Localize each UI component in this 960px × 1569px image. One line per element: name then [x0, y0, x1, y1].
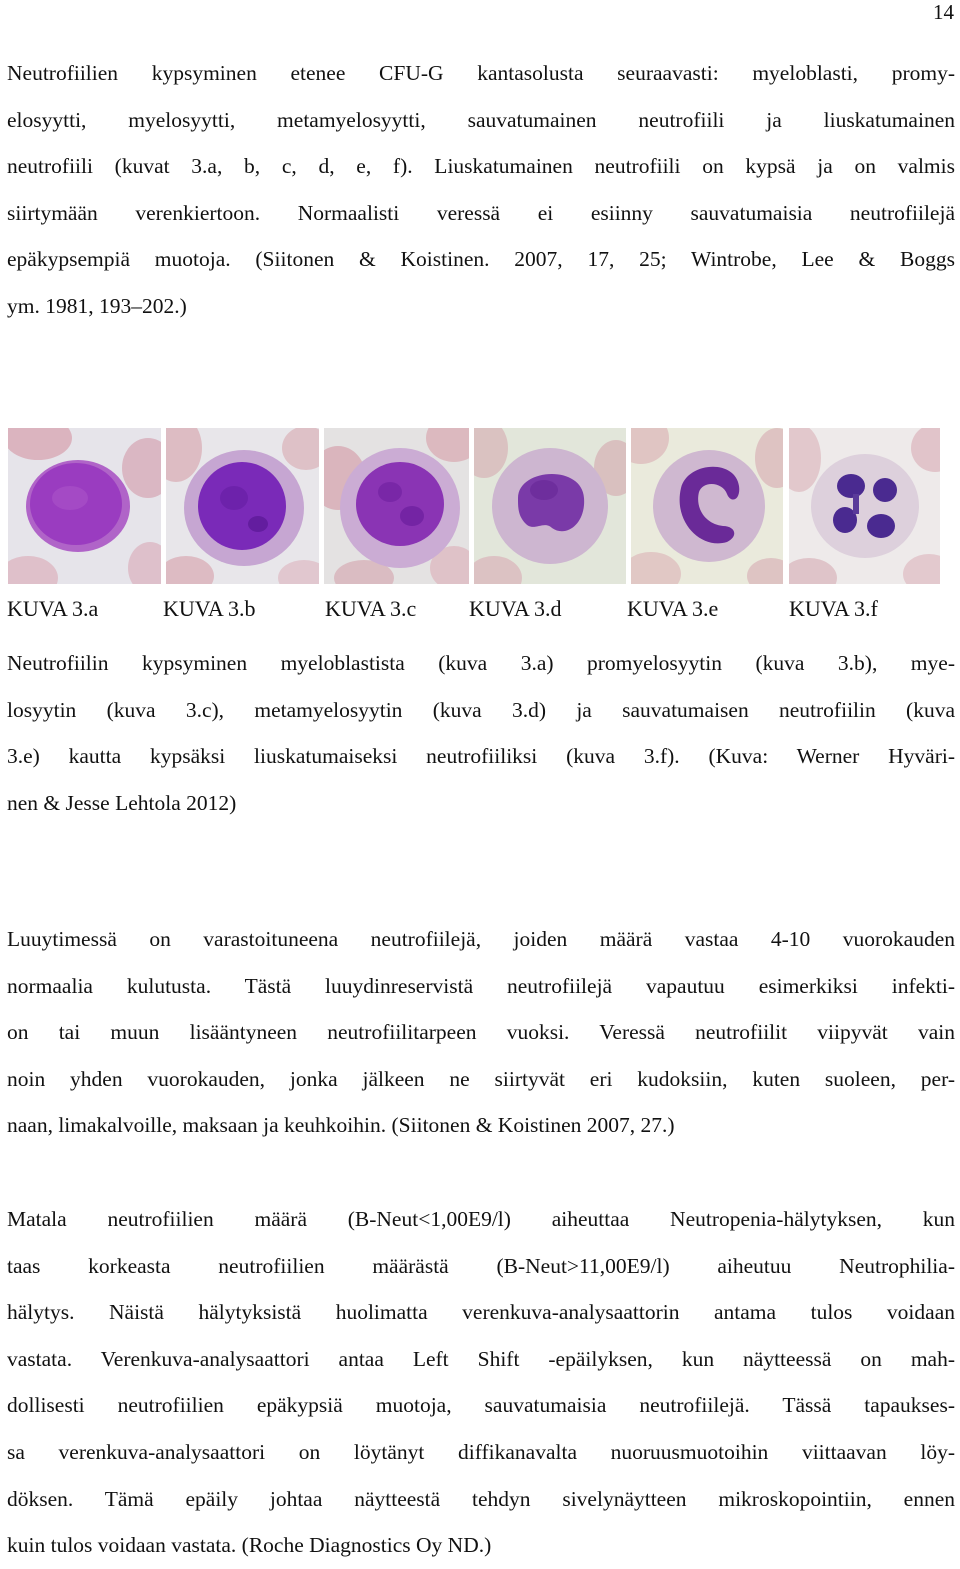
- text-line: dollisesti neutrofiilien epäkypsiä muotoja, sauvatumaisia neutrofiilejä. Tässä tapaukses-: [7, 1393, 955, 1418]
- figure-promyelocyte-image: [166, 428, 319, 584]
- text-line: naan, limakalvoille, maksaan ja keuhkoihin. (Siitonen & Koistinen 2007, 27.): [7, 1113, 675, 1138]
- text-line: neutrofiili (kuvat 3.a, b, c, d, e, f). Liuskatumainen neutrofiili on kypsä ja on valmis: [7, 154, 955, 179]
- text-line: losyytin (kuva 3.c), metamyelosyytin (kuva 3.d) ja sauvatumaisen neutrofiilin (kuva: [7, 697, 955, 722]
- figure-caption: [7, 640, 955, 826]
- text-line: döksen. Tämä epäily johtaa näytteestä tehdyn sivelynäytteen mikroskopointiin, ennen: [7, 1486, 955, 1511]
- text-line: vastata. Verenkuva-analysaattori antaa Left Shift -epäilyksen, kun näytteessä on mah-: [7, 1346, 955, 1371]
- paragraph-analyzer-alarms: [7, 1196, 955, 1569]
- text-line: ym. 1981, 193–202.): [7, 293, 187, 318]
- text-line: nen & Jesse Lehtola 2012): [7, 790, 237, 815]
- figure-label-row: [7, 596, 955, 636]
- text-line: sa verenkuva-analysaattori on löytänyt diffikanavalta nuoruusmuotoihin viittaavan löy-: [7, 1439, 955, 1464]
- text-line: hälytys. Näistä hälytyksistä huolimatta verenkuva-analysaattorin antama tulos voidaan: [7, 1300, 955, 1325]
- figure-band-neutrophil-image: [631, 428, 783, 584]
- figure-segmented-neutrophil-image: [789, 428, 940, 584]
- text-line: Neutrofiilin kypsyminen myeloblastista (kuva 3.a) promyelosyytin (kuva 3.b), mye-: [7, 651, 955, 675]
- figure-label: KUVA 3.a: [7, 596, 99, 621]
- text-line: elosyytti, myelosyytti, metamyelosyytti, sauvatumainen neutrofiili ja liuskatumainen: [7, 107, 955, 132]
- figure-label: KUVA 3.b: [163, 596, 256, 621]
- text-line: epäkypsempiä muotoja. (Siitonen & Koistinen. 2007, 17, 25; Wintrobe, Lee & Boggs: [7, 247, 955, 272]
- text-line: Luuytimessä on varastoituneena neutrofiilejä, joiden määrä vastaa 4-10 vuorokauden: [7, 927, 955, 951]
- text-line: on tai muun lisääntyneen neutrofiilitarpeen vuoksi. Veressä neutrofiilit viipyvät vain: [7, 1020, 955, 1045]
- figure-myelocyte-image: [324, 428, 469, 584]
- text-line: noin yhden vuorokauden, jonka jälkeen ne siirtyvät eri kudoksiin, kuten suoleen, per-: [7, 1066, 955, 1091]
- paragraph-maturation: [7, 50, 955, 330]
- text-line: siirtymään verenkiertoon. Normaalisti veressä ei esiinny sauvatumaisia neutrofiilejä: [7, 200, 955, 225]
- page-number: 14: [933, 0, 954, 24]
- text-line: kuin tulos voidaan vastata. (Roche Diagnostics Oy ND.): [7, 1533, 492, 1558]
- figure-metamyelocyte-image: [474, 428, 626, 584]
- figure-label: KUVA 3.e: [627, 596, 719, 621]
- figure-label: KUVA 3.c: [325, 596, 417, 621]
- text-line: normaalia kulutusta. Tästä luuydinreservistä neutrofiilejä vapautuu esimerkiksi infekti-: [7, 973, 955, 998]
- figure-label: KUVA 3.d: [469, 596, 562, 621]
- figure-label: KUVA 3.f: [789, 596, 878, 621]
- text-line: 3.e) kautta kypsäksi liuskatumaiseksi neutrofiiliksi (kuva 3.f). (Kuva: Werner Hyväri-: [7, 744, 955, 769]
- text-line: Neutrofiilien kypsyminen etenee CFU-G kantasolusta seuraavasti: myeloblasti, promy-: [7, 61, 955, 85]
- cell-image-strip: [0, 428, 960, 584]
- text-line: taas korkeasta neutrofiilien määrästä (B-Neut>11,00E9/l) aiheutuu Neutrophilia-: [7, 1253, 955, 1278]
- paragraph-bone-marrow-reserve: [7, 916, 955, 1149]
- figure-myeloblast-image: [8, 428, 161, 584]
- text-line: Matala neutrofiilien määrä (B-Neut<1,00E9/l) aiheuttaa Neutropenia-hälytyksen, kun: [7, 1207, 955, 1231]
